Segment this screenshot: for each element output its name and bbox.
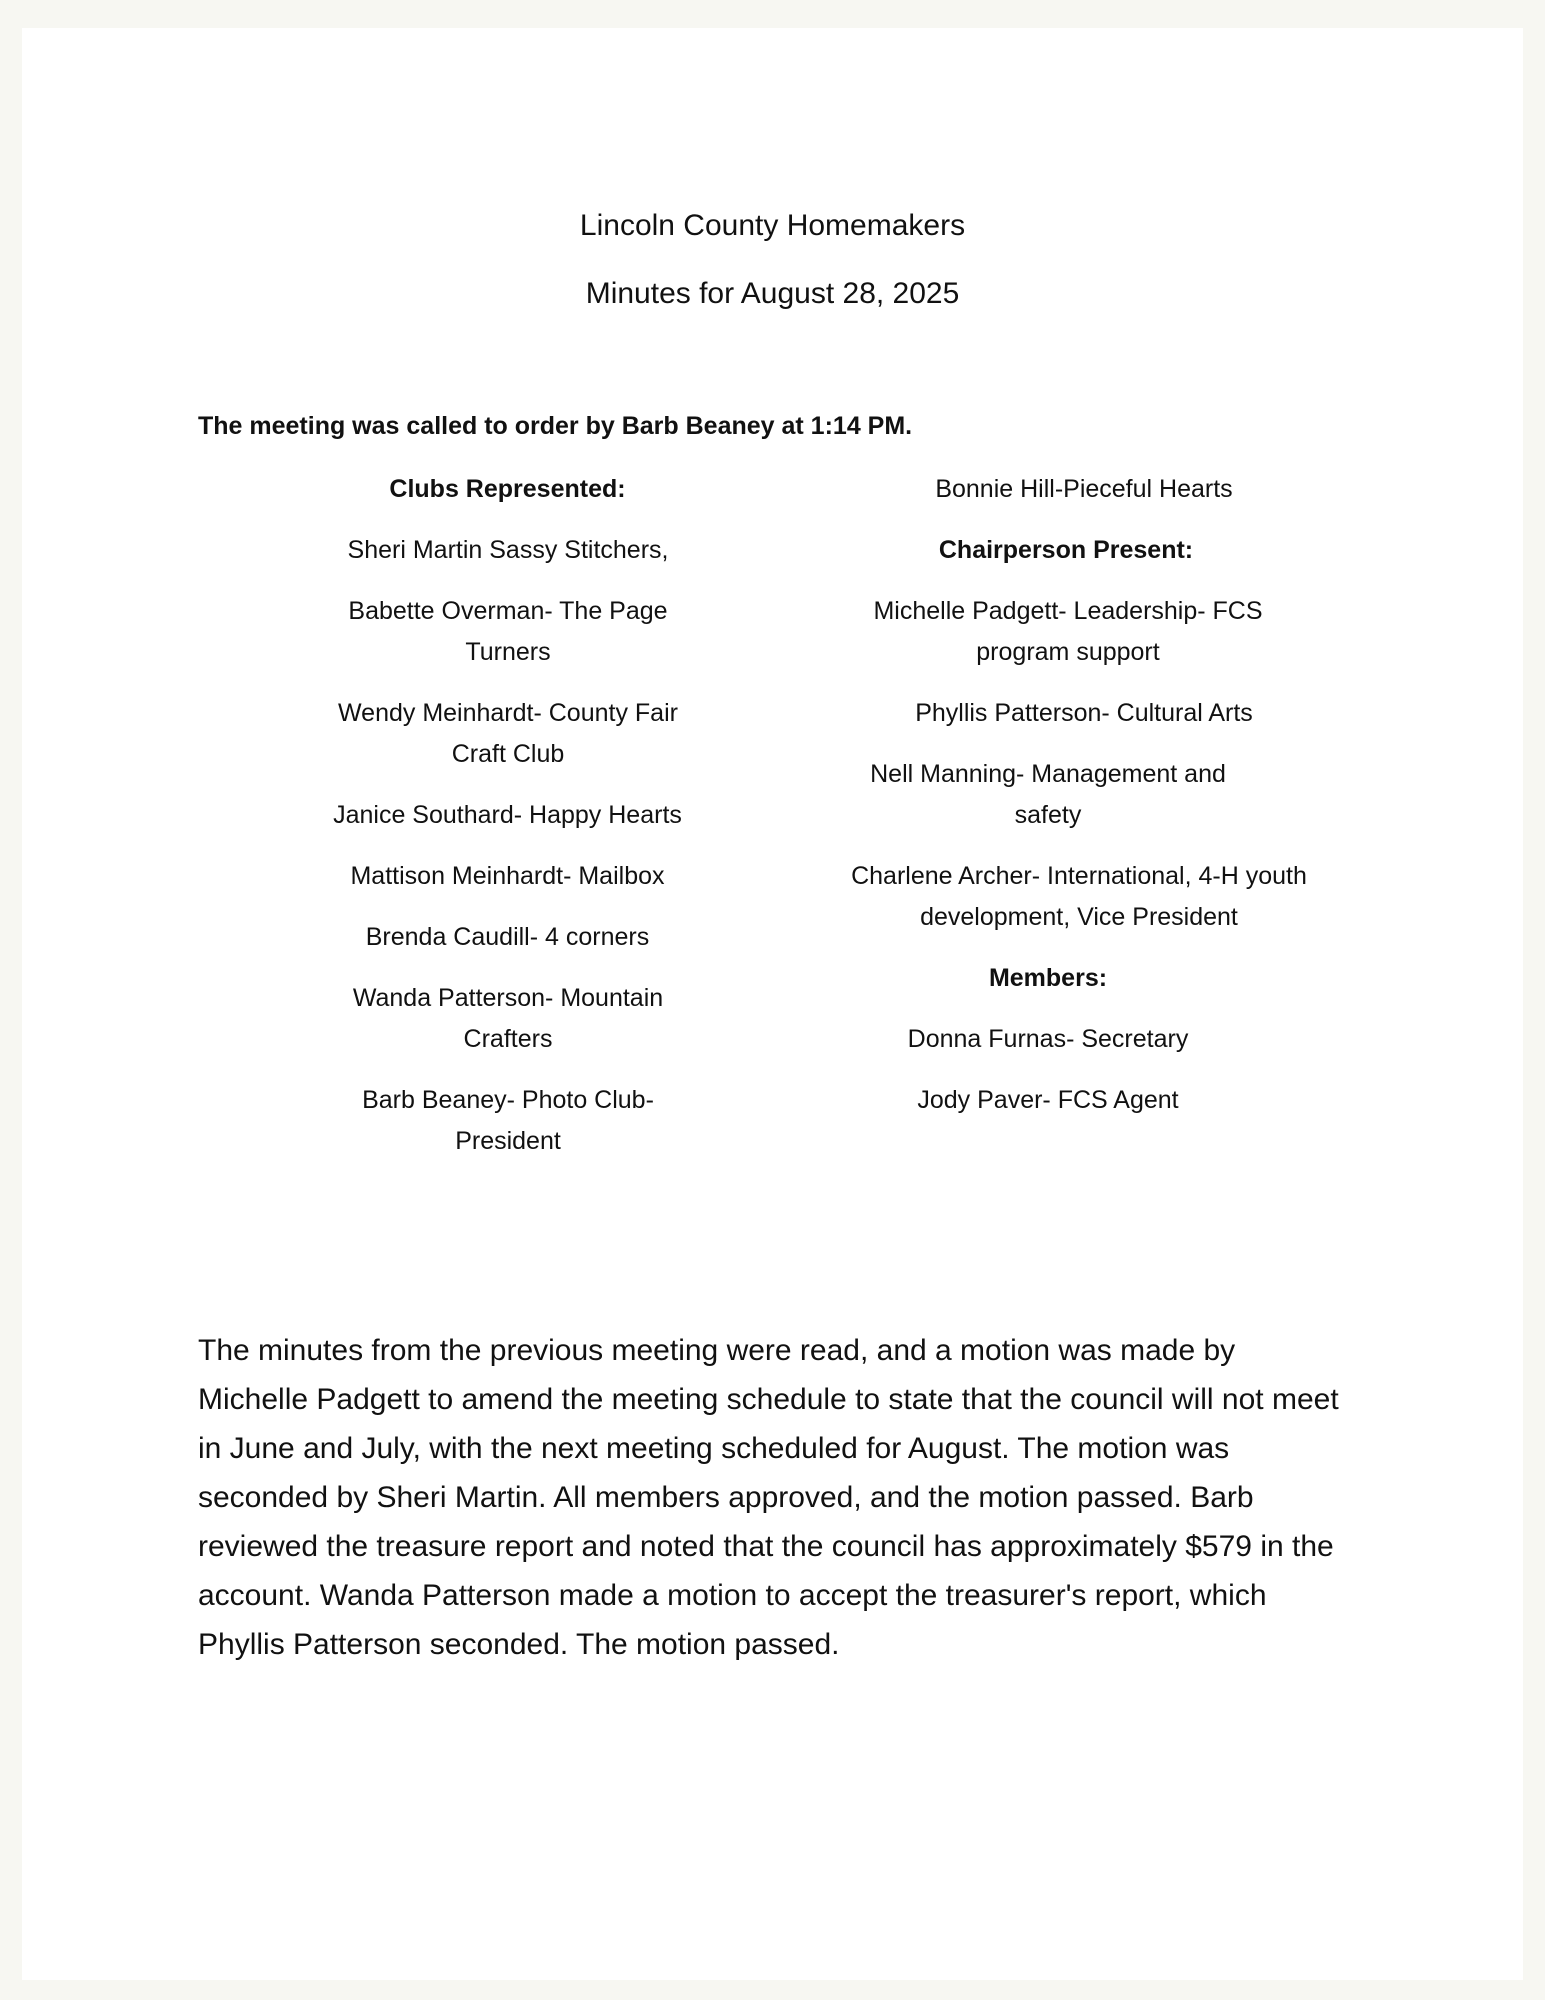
chairperson-entry: Charlene Archer- International, 4-H youth development, Vice President bbox=[851, 862, 1307, 931]
club-attendee: Janice Southard- Happy Hearts bbox=[333, 801, 682, 829]
member-entry: Jody Paver- FCS Agent bbox=[917, 1086, 1179, 1114]
clubs-heading: Clubs Represented: bbox=[389, 475, 626, 503]
attendance-right-column bbox=[838, 469, 1328, 1141]
document-title: Lincoln County Homemakers bbox=[579, 209, 966, 242]
club-attendee: Babette Overman- The Page Turners bbox=[348, 597, 668, 666]
club-attendee: Mattison Meinhardt- Mailbox bbox=[350, 862, 665, 890]
chairperson-heading: Chairperson Present: bbox=[938, 536, 1194, 564]
members-heading: Members: bbox=[988, 964, 1108, 992]
club-attendee: Wendy Meinhardt- County Fair Craft Club bbox=[338, 699, 678, 768]
member-entry: Donna Furnas- Secretary bbox=[907, 1025, 1189, 1053]
attendance-left-column bbox=[300, 469, 715, 1182]
club-attendee: Brenda Caudill- 4 corners bbox=[365, 923, 650, 951]
call-to-order: The meeting was called to order by Barb Beaney at 1:14 PM. bbox=[198, 412, 913, 440]
minutes-paragraph: The minutes from the previous meeting were read, and a motion was made by Michelle Padgett to amend the meeting schedule to state that the council will not meet in June and July, with the next meeting scheduled for August. The motion was seconded by Sheri Martin. All members approved, and the motion passed. Barb reviewed the treasure report and noted that the council has approximately $579 in the account. Wanda Patterson made a motion to accept the treasurer's report, which Phyllis Patterson seconded. The motion passed. bbox=[198, 1334, 1339, 1661]
chairperson-entry: Michelle Padgett- Leadership- FCS program support bbox=[873, 597, 1263, 666]
club-attendee: Barb Beaney- Photo Club- President bbox=[362, 1086, 654, 1155]
club-attendee: Bonnie Hill-Pieceful Hearts bbox=[935, 475, 1233, 503]
chairperson-entry: Phyllis Patterson- Cultural Arts bbox=[915, 699, 1253, 727]
club-attendee: Wanda Patterson- Mountain Crafters bbox=[352, 984, 664, 1053]
club-attendee: Sheri Martin Sassy Stitchers, bbox=[347, 536, 669, 564]
document-subtitle: Minutes for August 28, 2025 bbox=[585, 277, 960, 310]
chairperson-entry: Nell Manning- Management and safety bbox=[870, 760, 1226, 829]
